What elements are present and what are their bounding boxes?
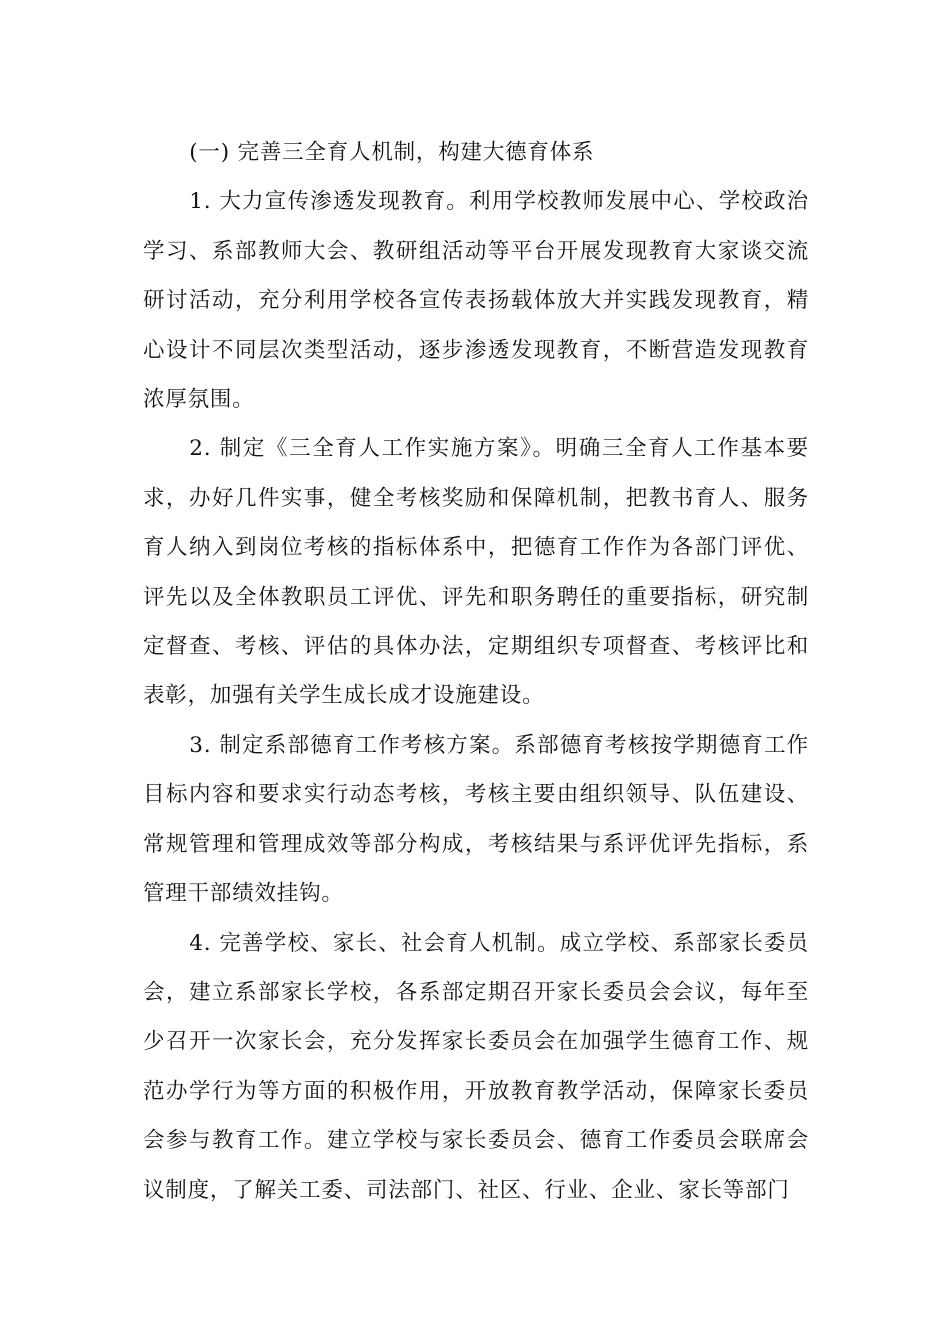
- paragraph-4: 4. 完善学校、家长、社会育人机制。成立学校、系部家长委员会，建立系部家长学校，各系部定期召开家长委员会会议，每年至少召开一次家长会，充分发挥家长委员会在加强学生德育工作、规范办学行为等方面的积极作用，开放教育教学活动，保障家长委员会参与教育工作。建立学校与家长委员会、德育工作委员会联席会议制度，了解关工委、司法部门、社区、行业、企业、家长等部门: [143, 930, 809, 1203]
- paragraph-1: 1. 大力宣传渗透发现教育。利用学校教师发展中心、学校政治学习、系部教师大会、教研组活动等平台开展发现教育大家谈交流研讨活动，充分利用学校各宣传表扬载体放大并实践发现教育，精心设计不同层次类型活动，逐步渗透发现教育，不断营造发现教育浓厚氛围。: [143, 189, 809, 413]
- section-heading: (一) 完善三全育人机制，构建大德育体系: [189, 140, 595, 165]
- paragraph-2: 2. 制定《三全育人工作实施方案》。明确三全育人工作基本要求，办好几件实事，健全考核奖励和保障机制，把教书育人、服务育人纳入到岗位考核的指标体系中，把德育工作作为各部门评优、评先以及全体教职员工评优、评先和职务聘任的重要指标，研究制定督查、考核、评估的具体办法，定期组织专项督查、考核评比和表彰，加强有关学生成长成才设施建设。: [143, 436, 809, 709]
- paragraph-3: 3. 制定系部德育工作考核方案。系部德育考核按学期德育工作目标内容和要求实行动态考核，考核主要由组织领导、队伍建设、常规管理和管理成效等部分构成，考核结果与系评优评先指标，系管理干部绩效挂钩。: [143, 732, 809, 907]
- document-body: [143, 128, 809, 1215]
